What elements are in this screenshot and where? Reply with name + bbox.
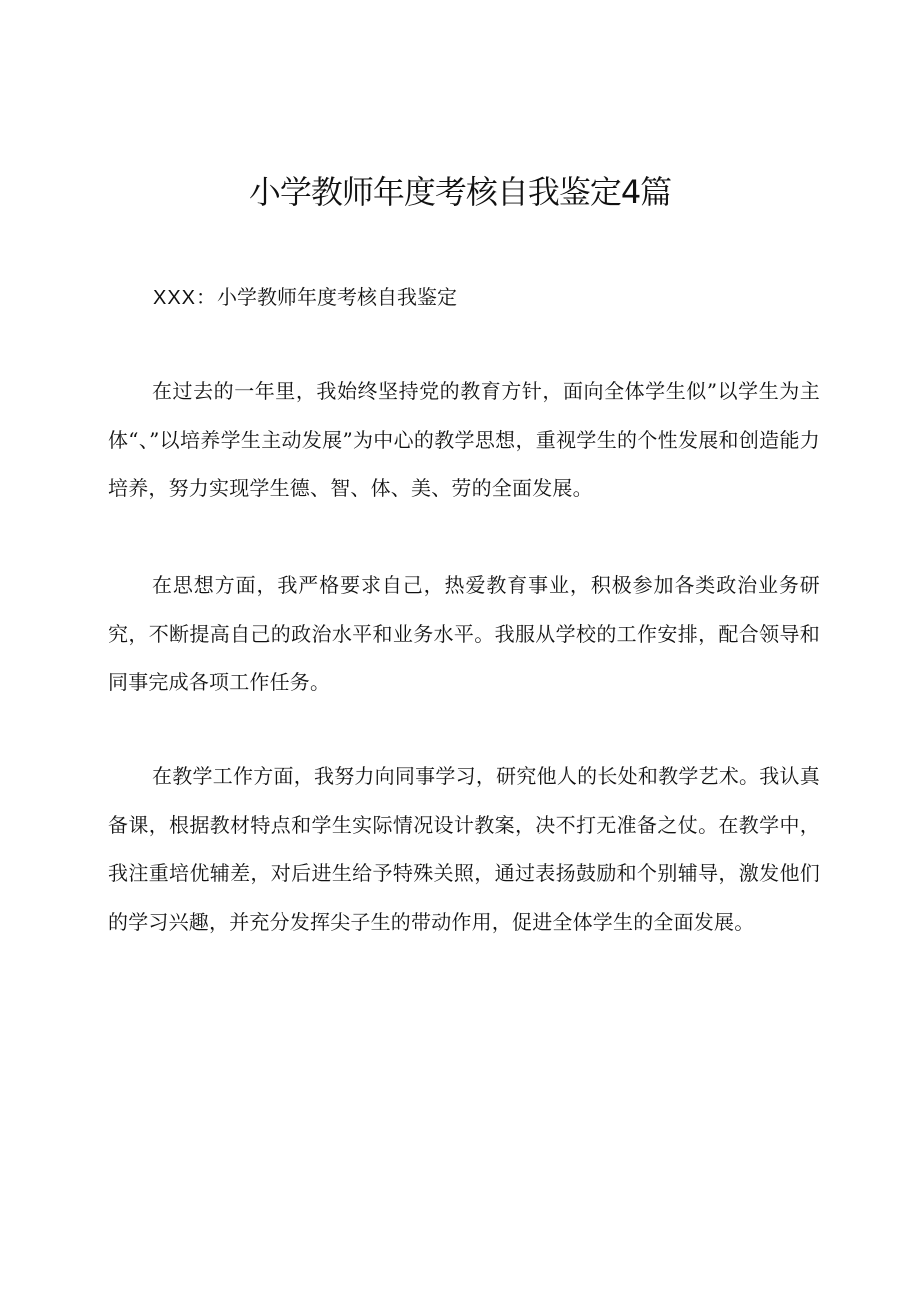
section-heading [153,282,457,313]
document-title: 小学教师年度考核自我鉴定4篇 [248,173,672,211]
paragraph-teaching: 在教学工作方面，我努力向同事学习，研究他人的长处和教学艺术。我认真备课，根据教材特点和学生实际情况设计教案，决不打无准备之仗。在教学中，我注重培优辅差，对后进生给予特殊关照，通过表扬鼓励和个别辅导，激发他们的学习兴趣，并充分发挥尖子生的带动作用，促进全体学生的全面发展。 [108,764,820,934]
section-heading-prefix: XXX： [153,287,218,309]
paragraph-intro: 在过去的一年里，我始终坚持党的教育方针，面向全体学生似”以学生为主体“、”以培养学生主动发展”为中心的教学思想，重视学生的个性发展和创造能力培养，努力实现学生德、智、体、美、劳的全面发展。 [108,379,820,500]
paragraph-ideology: 在思想方面，我严格要求自己，热爱教育事业，积极参加各类政治业务研究，不断提高自己的政治水平和业务水平。我服从学校的工作安排，配合领导和同事完成各项工作任务。 [108,573,820,694]
section-heading-text: 小学教师年度考核自我鉴定 [217,285,458,309]
